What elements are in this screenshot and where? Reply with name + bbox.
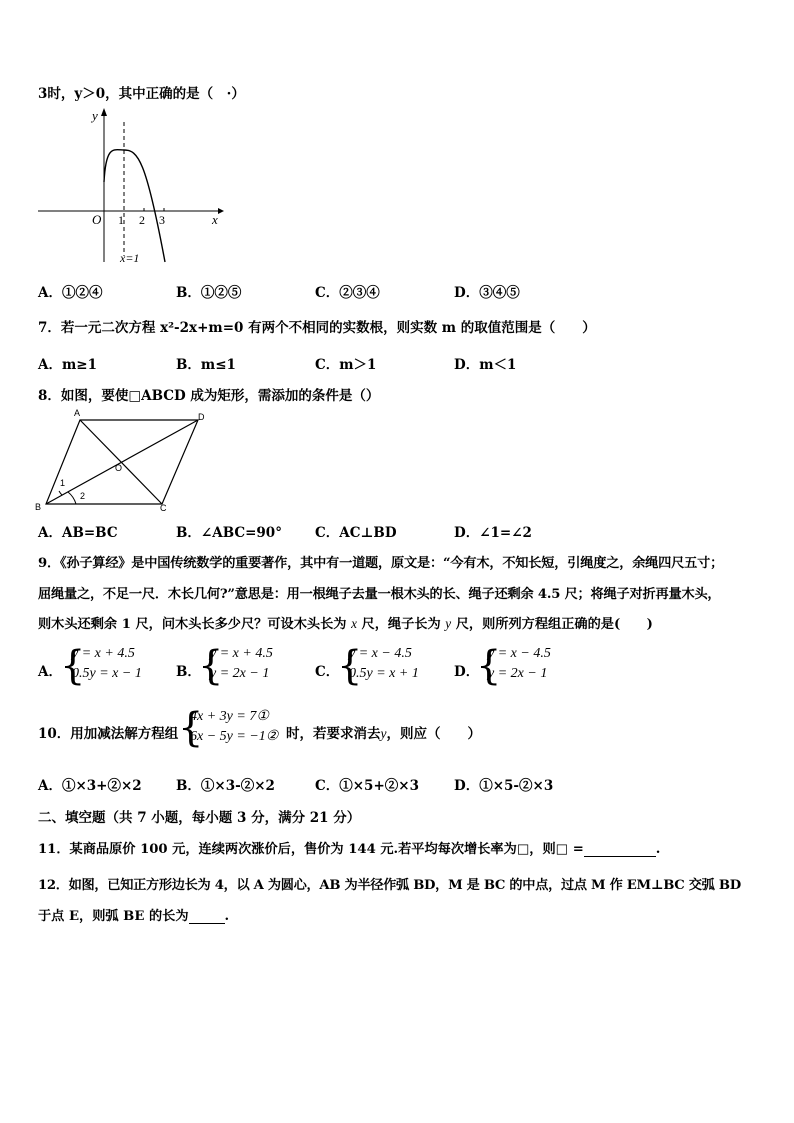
q11-answer-blank[interactable] xyxy=(584,842,656,857)
q11-stem-a: 11．某商品原价 100 元，连续两次涨价后，售价为 144 元.若平均每次增长率为 xyxy=(38,842,517,857)
q8-option-a[interactable]: A．AB=BC xyxy=(38,525,118,541)
q9-var-x: x xyxy=(351,616,357,631)
q12-answer-blank[interactable] xyxy=(189,909,225,924)
q11-stem-b: ，则 xyxy=(529,842,556,857)
q12-line-1: 12．如图，已知正方形边长为 4，以 A 为圆心，AB 为半径作弧 BD，M 是 BC 的中点，过点 M 作 EM⊥BC 交弧 BD xyxy=(38,878,741,893)
q10-stem-rest xyxy=(286,722,481,742)
q9-option-a-eq1: y = x + 4.5 xyxy=(72,646,135,661)
q11-stem-d: . xyxy=(655,842,661,857)
q12-line-2 xyxy=(38,905,229,924)
vertex-b-label: B xyxy=(35,502,42,512)
q6-stem: 3时，y＞0，其中正确的是（ ·） xyxy=(38,86,245,102)
q8-option-d[interactable]: D．∠1=∠2 xyxy=(454,525,532,541)
graph-tick-3: 3 xyxy=(159,213,165,227)
q10-eq1: 4x + 3y = 7① xyxy=(190,709,269,724)
angle-2-label: 2 xyxy=(80,491,86,501)
q10-option-b[interactable]: B．①×3-②×2 xyxy=(176,778,275,794)
q11-box-b: □ xyxy=(555,842,569,857)
q9-option-c-letter[interactable]: C． xyxy=(315,664,340,680)
q8-parallelogram-figure xyxy=(32,408,212,512)
q9-option-c-eq1: y = x − 4.5 xyxy=(349,646,412,661)
q8-stem: 8．如图，要使□ABCD 成为矩形，需添加的条件是（） xyxy=(38,388,380,404)
graph-axis-of-symmetry-label: x=1 xyxy=(120,251,140,265)
q9-option-d-letter[interactable]: D． xyxy=(454,664,480,680)
center-o-label: O xyxy=(115,463,123,473)
vertex-c-label: C xyxy=(160,503,167,512)
q6-option-c[interactable]: C．②③④ xyxy=(315,285,380,301)
angle-1-label: 1 xyxy=(60,478,66,488)
q8-option-b[interactable]: B．∠ABC=90° xyxy=(176,525,282,541)
q6-option-b[interactable]: B．①②⑤ xyxy=(176,285,242,301)
section-2-heading: 二、填空题（共 7 小题，每小题 3 分，满分 21 分） xyxy=(38,810,361,826)
q9-line-2: 屈绳量之，不足一尺．木长几何?”意思是：用一根绳子去量一根木头的长、绳子还剩余 4.5 尺；将绳子对折再量木头， xyxy=(38,587,721,602)
q10-option-a[interactable]: A．①×3+②×2 xyxy=(38,778,142,794)
q10-stem-c: ，则应（ ） xyxy=(386,726,481,742)
q9-option-d-eq1: y = x − 4.5 xyxy=(488,646,551,661)
q7-option-a[interactable]: A．m≥1 xyxy=(38,357,97,373)
q9-option-c-eq2: 0.5y = x + 1 xyxy=(349,666,419,681)
q9-option-a-eq2: 0.5y = x − 1 xyxy=(72,666,142,681)
q9-option-d-eq2: y = 2x − 1 xyxy=(488,666,548,681)
q11-box-a: □ xyxy=(516,842,530,857)
q7-option-b[interactable]: B．m≤1 xyxy=(176,357,236,373)
q9-var-y: y xyxy=(445,616,452,631)
q7-stem: 7．若一元二次方程 x²-2x+m=0 有两个不相同的实数根，则实数 m 的取值范围是（ ） xyxy=(38,320,596,336)
q10-stem-b: 时，若要求消去 xyxy=(286,726,381,742)
q10-option-c[interactable]: C．①×5+②×3 xyxy=(315,778,419,794)
q9-option-b-eq1: y = x + 4.5 xyxy=(210,646,273,661)
vertex-a-label: A xyxy=(74,408,81,418)
q9-line-3-part-b: 尺，绳子长为 xyxy=(361,617,441,632)
q9-option-b-letter[interactable]: B． xyxy=(176,664,201,680)
q10-var-y: y xyxy=(380,726,387,741)
q9-line-3 xyxy=(38,613,653,632)
q11-stem-c: = xyxy=(568,842,584,857)
q9-line-1: 9．《孙子算经》是中国传统数学的重要著作，其中有一道题，原文是：“今有木，不知长短，引绳度之，余绳四尺五寸； xyxy=(38,556,724,571)
graph-x-label: x xyxy=(212,212,218,227)
q7-option-c[interactable]: C．m＞1 xyxy=(315,357,377,373)
q6-parabola-graph xyxy=(34,104,224,266)
q12-line-2-part-b: . xyxy=(224,909,230,924)
q9-option-a-letter[interactable]: A． xyxy=(38,664,62,680)
q10-option-d[interactable]: D．①×5-②×3 xyxy=(454,778,554,794)
q9-option-b-eq2: y = 2x − 1 xyxy=(210,666,270,681)
graph-tick-1: 1 xyxy=(118,213,124,227)
q6-option-a[interactable]: A．①②④ xyxy=(38,285,103,301)
graph-y-label: y xyxy=(92,108,98,123)
q10-stem-a: 10．用加减法解方程组 xyxy=(38,726,179,742)
graph-origin-label: O xyxy=(92,212,102,227)
q12-line-2-part-a: 于点 E，则弧 BE 的长为 xyxy=(38,909,189,924)
q7-option-d[interactable]: D．m＜1 xyxy=(454,357,517,373)
q6-option-d[interactable]: D．③④⑤ xyxy=(454,285,520,301)
q9-line-3-part-a: 则木头还剩余 1 尺，问木头长多少尺？可设木头长为 xyxy=(38,617,347,632)
vertex-d-label: D xyxy=(198,412,205,422)
q10-eq2: 6x − 5y = −1② xyxy=(190,729,279,744)
q8-option-c[interactable]: C．AC⊥BD xyxy=(315,525,397,541)
q9-line-3-part-c: 尺，则所列方程组正确的是( ) xyxy=(455,617,653,632)
q11-stem xyxy=(38,838,660,857)
graph-tick-2: 2 xyxy=(139,213,145,227)
